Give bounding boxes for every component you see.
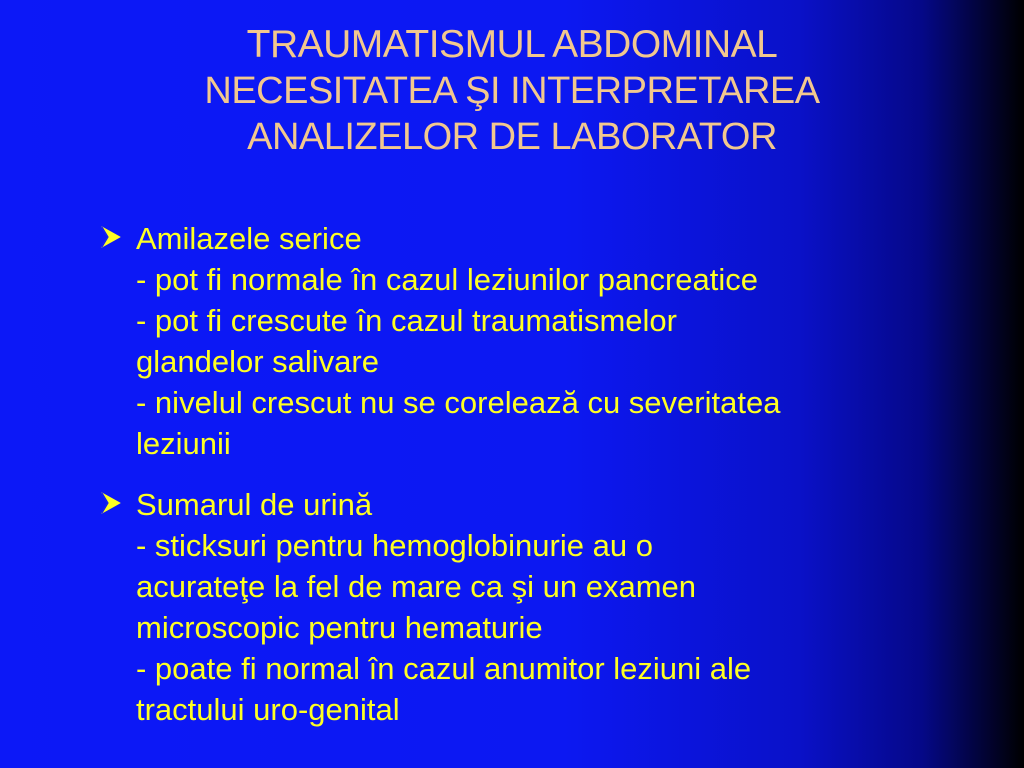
bullet-line: acurateţe la fel de mare ca şi un examen <box>136 569 697 604</box>
arrow-bullet-icon <box>100 226 122 248</box>
bullet-list <box>100 218 990 750</box>
bullet-item <box>100 218 990 464</box>
bullet-line: microscopic pentru hematurie <box>136 610 543 645</box>
bullet-line: - poate fi normal în cazul anumitor leziuni ale <box>136 651 752 686</box>
bullet-heading: Sumarul de urină <box>136 487 373 522</box>
title-line: ANALIZELOR DE LABORATOR <box>247 116 777 158</box>
bullet-line: - sticksuri pentru hemoglobinurie au o <box>136 528 653 563</box>
slide-title <box>0 22 1024 160</box>
title-line: NECESITATEA ŞI INTERPRETAREA <box>204 70 820 112</box>
bullet-line: tractului uro-genital <box>136 692 400 727</box>
arrow-bullet-icon <box>100 492 122 514</box>
bullet-line: - pot fi normale în cazul leziunilor pancreatice <box>136 262 759 297</box>
bullet-line: - pot fi crescute în cazul traumatismelor <box>136 303 677 338</box>
bullet-item <box>100 484 990 730</box>
title-line: TRAUMATISMUL ABDOMINAL <box>246 23 778 66</box>
bullet-line: leziunii <box>136 426 231 461</box>
bullet-line: glandelor salivare <box>136 344 379 379</box>
bullet-line: - nivelul crescut nu se corelează cu severitatea <box>136 385 781 420</box>
bullet-heading: Amilazele serice <box>136 221 362 256</box>
